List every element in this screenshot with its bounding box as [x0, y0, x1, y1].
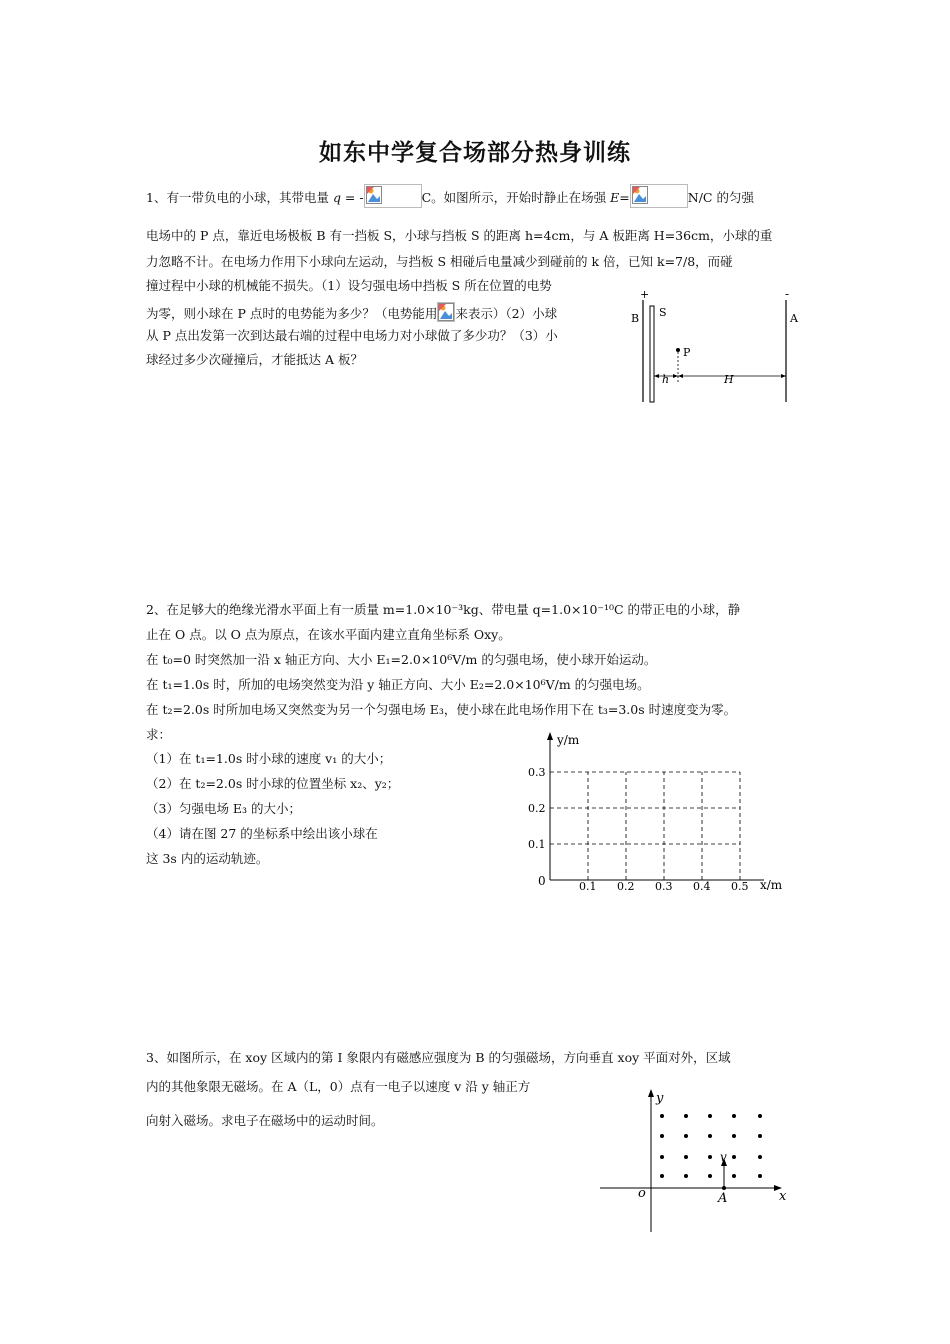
p2-question-2: （2）在 t₂=2.0s 时小球的位置坐标 x₂、y₂； — [146, 776, 400, 791]
p1-line-2: 电场中的 P 点，靠近电场极板 B 有一挡板 S，小球与挡板 S 的距离 h=4cm，与 A 板距离 H=36cm，小球的重 — [146, 228, 773, 243]
p1-plates-diagram — [626, 288, 806, 410]
field-dot — [708, 1155, 712, 1159]
p2-question-5: 这 3s 内的运动轨迹。 — [146, 851, 269, 866]
p2-line-3: 在 t₀=0 时突然加一沿 x 轴正方向、大小 E₁=2.0×10⁶V/m 的匀强电场，使小球开始运动。 — [146, 652, 657, 667]
p3-line-3: 向射入磁场。求电子在磁场中的运动时间。 — [146, 1113, 384, 1128]
p3-line-1: 3、如图所示，在 xoy 区域内的第 I 象限内有磁感应强度为 B 的匀强磁场，方向垂直 xoy 平面对外，区域 — [146, 1050, 731, 1065]
p1-eq: = - — [340, 190, 364, 205]
field-dots — [660, 1114, 762, 1178]
p1-line-1 — [146, 184, 754, 208]
x-tick-label: 0.1 — [579, 880, 597, 893]
grid-lines — [550, 772, 740, 880]
p1-var-E: E — [610, 190, 620, 205]
p2-line-5: 在 t₂=2.0s 时所加电场又突然变为另一个匀强电场 E₃，使小球在此电场作用下在 t₃=3.0s 时速度变为零。 — [146, 702, 737, 717]
minus-sign: - — [785, 288, 790, 301]
page-title: 如东中学复合场部分热身训练 — [319, 139, 631, 166]
x-tick-label: 0.4 — [693, 880, 711, 893]
field-dot — [660, 1155, 664, 1159]
p1-line-7: 球经过多少次碰撞后，才能抵达 A 板？ — [146, 352, 363, 367]
field-dot — [758, 1114, 762, 1118]
field-dot — [684, 1174, 688, 1178]
p1-text-1b: C。如图所示，开始时静止在场强 — [421, 190, 611, 205]
h-arrow-right — [673, 374, 678, 378]
p2-question-1: （1）在 t₁=1.0s 时小球的速度 v₁ 的大小； — [146, 751, 392, 766]
tick-labels — [528, 766, 749, 893]
p2-line-4: 在 t₁=1.0s 时，所加的电场突然变为沿 y 轴正方向、大小 E₂=2.0×10⁶V/m 的匀强电场。 — [146, 677, 650, 692]
x-tick-label: 0.5 — [731, 880, 749, 893]
y-axis-label: y/m — [557, 733, 580, 747]
field-dot — [758, 1155, 762, 1159]
x-tick-label: 0.3 — [655, 880, 673, 893]
p1-text-1c: N/C 的匀强 — [687, 190, 754, 205]
label-P: P — [683, 346, 691, 359]
x-axis-label: x/m — [760, 878, 783, 892]
y-tick-label: 0.1 — [528, 838, 546, 851]
label-h: h — [662, 373, 670, 386]
field-dot — [660, 1114, 664, 1118]
point-A — [722, 1186, 726, 1190]
plus-sign: + — [640, 288, 650, 301]
p3-magnetic-field-diagram — [596, 1086, 796, 1238]
origin-label: o — [638, 1186, 646, 1201]
p1-line-4: 撞过程中小球的机械能不损失。（1）设匀强电场中挡板 S 所在位置的电势 — [146, 278, 552, 293]
y-axis-arrow — [547, 732, 553, 740]
p2-line-6: 求： — [146, 727, 172, 742]
label-A: A — [790, 312, 798, 325]
A-label: A — [718, 1191, 728, 1206]
field-dot — [732, 1134, 736, 1138]
broken-image-icon — [437, 302, 455, 322]
field-dot — [732, 1174, 736, 1178]
point-P — [676, 348, 680, 352]
H-arrow-right — [781, 374, 786, 378]
p1-text-1a: 1、有一带负电的小球，其带电量 — [146, 190, 333, 205]
p2-question-3: （3）匀强电场 E₃ 的大小； — [146, 801, 302, 816]
y-tick-label: 0.2 — [528, 802, 546, 815]
p3-line-2: 内的其他象限无磁场。在 A（L，0）点有一电子以速度 v 沿 y 轴正方 — [146, 1079, 531, 1094]
p1-text-5b: 来表示）（2）小球 — [455, 306, 558, 321]
baffle-S — [650, 306, 654, 402]
label-B: B — [631, 312, 640, 325]
field-dot — [732, 1114, 736, 1118]
v-label: v — [720, 1150, 727, 1164]
p1-text-5a: 为零，则小球在 P 点时的电势能为多少？（电势能用 — [146, 306, 438, 321]
p1-line-3: 力忽略不计。在电场力作用下小球向左运动，与挡板 S 相碰后电量减少到碰前的 k 倍，已知 k=7/8，而碰 — [146, 254, 733, 269]
field-dot — [684, 1114, 688, 1118]
field-dot — [708, 1134, 712, 1138]
field-dot — [684, 1155, 688, 1159]
field-dot — [660, 1134, 664, 1138]
field-dot — [708, 1174, 712, 1178]
x-label: x — [779, 1189, 787, 1204]
p2-grid-chart — [520, 728, 790, 898]
p2-line-2: 止在 O 点。以 O 点为原点，在该水平面内建立直角坐标系 Oxy。 — [146, 627, 511, 642]
p2-line-1: 2、在足够大的绝缘光滑水平面上有一质量 m=1.0×10⁻³kg、带电量 q=1.0×10⁻¹⁰C 的带正电的小球，静 — [146, 602, 741, 617]
p1-line-5 — [146, 302, 557, 323]
broken-image-icon — [364, 184, 422, 208]
y-axis-arrow — [648, 1089, 654, 1097]
y-tick-label: 0.3 — [528, 766, 546, 779]
broken-image-icon — [630, 184, 688, 208]
p1-eq2: = — [619, 190, 630, 205]
field-dot — [660, 1174, 664, 1178]
field-dot — [708, 1114, 712, 1118]
y-label: y — [656, 1091, 664, 1106]
label-H: H — [724, 373, 734, 386]
origin-label: 0 — [538, 874, 546, 888]
field-dot — [684, 1134, 688, 1138]
field-dot — [758, 1134, 762, 1138]
field-dot — [758, 1174, 762, 1178]
p1-var-q: q — [332, 190, 341, 205]
label-S: S — [659, 306, 667, 319]
h-arrow-left — [654, 374, 659, 378]
p1-line-6: 从 P 点出发第一次到达最右端的过程中电场力对小球做了多少功？（3）小 — [146, 328, 558, 343]
field-dot — [732, 1155, 736, 1159]
x-tick-label: 0.2 — [617, 880, 635, 893]
p2-question-4: （4）请在图 27 的坐标系中绘出该小球在 — [146, 826, 378, 841]
H-arrow-left — [678, 374, 683, 378]
